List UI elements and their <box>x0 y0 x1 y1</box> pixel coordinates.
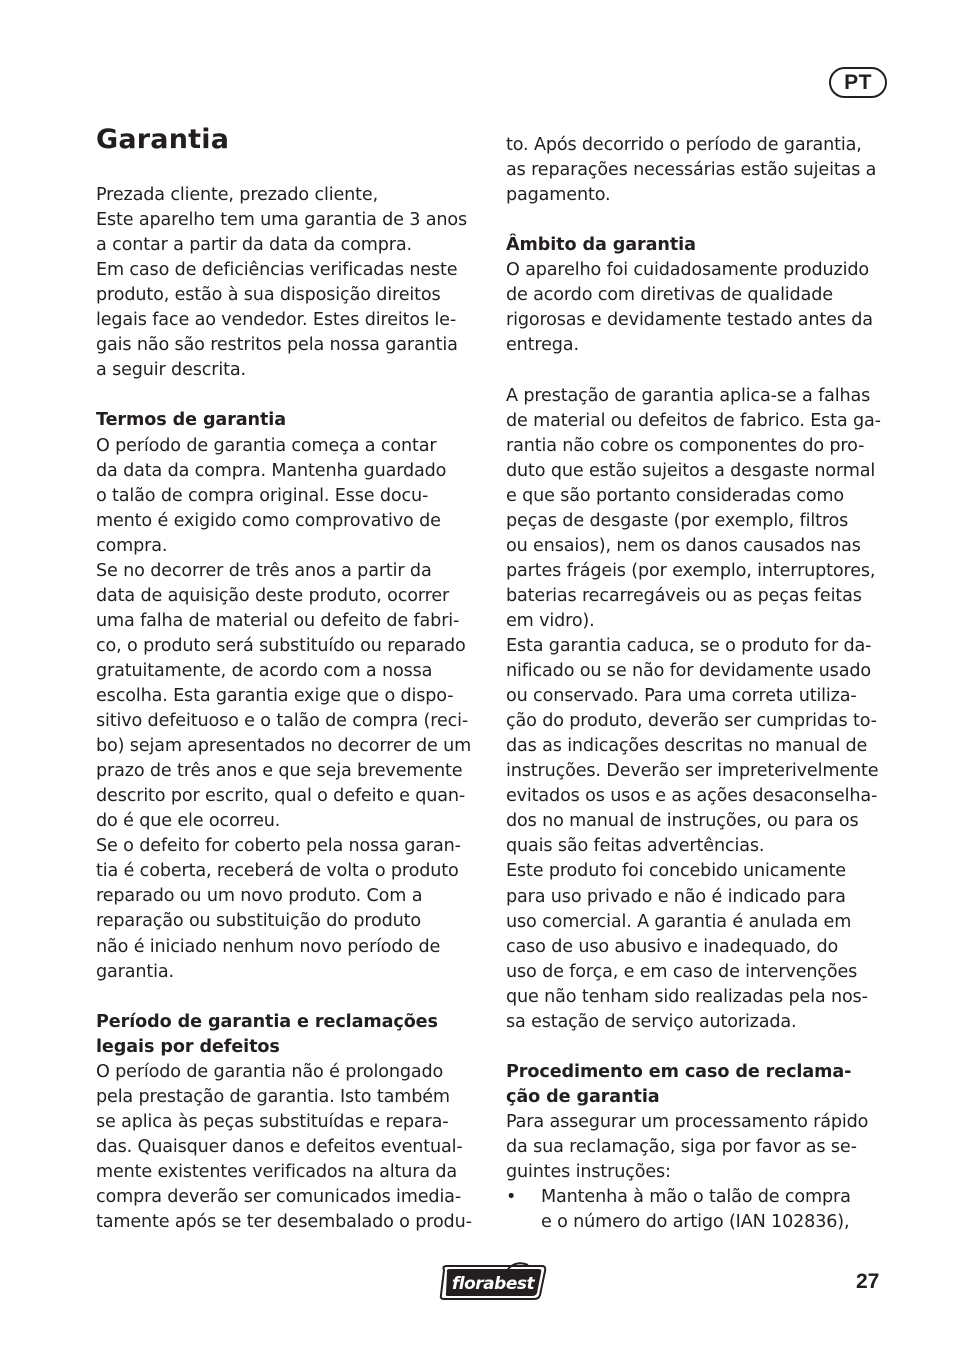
text-line: Se o defeito for coberto pela nossa garan- <box>96 836 461 857</box>
bullet-dot: • <box>506 1187 517 1208</box>
text-line: compra. <box>96 535 168 556</box>
text-line: duto que estão sujeitos a desgaste normal <box>506 460 876 481</box>
text-line: em vidro). <box>506 610 595 631</box>
text-line: A prestação de garantia aplica-se a falhas <box>506 385 871 406</box>
bullet-item <box>506 1185 851 1210</box>
florabest-logo <box>438 1262 548 1302</box>
text-line: quais são feitas advertências. <box>506 836 765 857</box>
text-line: para uso privado e não é indicado para <box>506 886 846 907</box>
text-line: o talão de compra original. Esse docu- <box>96 485 429 506</box>
text-line: nificado ou se não for devidamente usado <box>506 661 871 682</box>
text-line: escolha. Esta garantia exige que o dispo- <box>96 686 454 706</box>
page-number: 27 <box>856 1270 880 1293</box>
text-line: partes frágeis (por exemplo, interruptores, <box>506 560 876 581</box>
text-line: das. Quaisquer danos e defeitos eventual- <box>96 1136 463 1157</box>
section-heading-line: Procedimento em caso de reclama- <box>506 1061 852 1082</box>
text-line: reparado ou um novo produto. Com a <box>96 886 423 907</box>
logo-text: florabest <box>451 1274 535 1294</box>
text-line: a contar a partir da data da compra. <box>96 235 412 256</box>
text-line: ou conservado. Para uma correta utiliza- <box>506 686 857 707</box>
text-line: de material ou defeitos de fabrico. Esta ga- <box>506 410 881 431</box>
text-line: rigorosas e devidamente testado antes da <box>506 310 873 331</box>
text-line: pela prestação de garantia. Isto também <box>96 1086 450 1107</box>
text-line: compra deverão ser comunicados imedia- <box>96 1187 462 1207</box>
text-line: evitados os usos e as ações desaconselha- <box>506 786 878 807</box>
text-line: garantia. <box>96 961 174 982</box>
text-line: Este produto foi concebido unicamente <box>506 861 846 882</box>
text-line: Esta garantia caduca, se o produto for da- <box>506 636 872 656</box>
section-heading-line: Âmbito da garantia <box>506 235 696 256</box>
text-line: co, o produto será substituído ou reparado <box>96 635 466 656</box>
language-badge: PT <box>829 67 887 98</box>
bullet-text: Mantenha à mão o talão de compra <box>541 1187 851 1208</box>
text-line: O período de garantia não é prolongado <box>96 1061 444 1082</box>
text-line: tia é coberta, receberá de volta o produto <box>96 861 459 882</box>
text-line: entrega. <box>506 335 579 356</box>
text-line: pagamento. <box>506 185 611 206</box>
text-line: legais face ao vendedor. Estes direitos le- <box>96 310 457 331</box>
text-line: do é que ele ocorreu. <box>96 811 281 832</box>
section-heading-line: ção de garantia <box>506 1086 660 1107</box>
text-line: Em caso de deficiências verificadas neste <box>96 260 458 281</box>
section-heading-line: Termos de garantia <box>96 410 286 431</box>
text-line: produto, estão à sua disposição direitos <box>96 285 441 306</box>
text-line: rantia não cobre os componentes do pro- <box>506 435 865 456</box>
text-line: e que são portanto consideradas como <box>506 485 845 506</box>
text-line: peças de desgaste (por exemplo, filtros <box>506 510 849 531</box>
text-line: gais não são restritos pela nossa garantia <box>96 335 458 356</box>
text-line: baterias recarregáveis ou as peças feitas <box>506 585 862 606</box>
text-line: ou ensaios), nem os danos causados nas <box>506 535 861 556</box>
text-line: e o número do artigo (IAN 102836), <box>541 1212 850 1233</box>
text-line: mento é exigido como comprovativo de <box>96 510 441 531</box>
text-line: uso comercial. A garantia é anulada em <box>506 911 852 932</box>
text-line: descrito por escrito, qual o defeito e quan- <box>96 786 466 807</box>
text-line: O aparelho foi cuidadosamente produzido <box>506 260 869 281</box>
section-heading-line: Período de garantia e reclamações <box>96 1011 438 1032</box>
text-line: de acordo com diretivas de qualidade <box>506 285 833 306</box>
text-line: guintes instruções: <box>506 1162 671 1183</box>
text-line: instruções. Deverão ser impreterivelmente <box>506 761 879 782</box>
text-line: se aplica às peças substituídas e repara- <box>96 1111 449 1132</box>
text-line: to. Após decorrido o período de garantia, <box>506 135 862 155</box>
text-line: Prezada cliente, prezado cliente, <box>96 185 379 205</box>
text-line: a seguir descrita. <box>96 360 246 381</box>
text-line: da sua reclamação, siga por favor as se- <box>506 1137 857 1157</box>
text-line: sa estação de serviço autorizada. <box>506 1011 797 1032</box>
text-line: gratuitamente, de acordo com a nossa <box>96 660 433 681</box>
text-line: das as indicações descritas no manual de <box>506 736 868 757</box>
text-line: que não tenham sido realizadas pela nos- <box>506 986 868 1007</box>
text-line: mente existentes verificados na altura da <box>96 1161 457 1182</box>
text-line: O período de garantia começa a contar <box>96 435 437 456</box>
text-line: ção do produto, deverão ser cumpridas to- <box>506 711 877 732</box>
section-heading-line: legais por defeitos <box>96 1036 280 1057</box>
text-line: caso de uso abusivo e inadequado, do <box>506 936 839 957</box>
text-line: as reparações necessárias estão sujeitas a <box>506 160 877 181</box>
text-line: não é iniciado nenhum novo período de <box>96 936 441 957</box>
text-line: uma falha de material ou defeito de fabri- <box>96 610 460 631</box>
text-line: tamente após se ter desembalado o produ- <box>96 1212 472 1233</box>
text-line: reparação ou substituição do produto <box>96 911 422 932</box>
text-line: Se no decorrer de três anos a partir da <box>96 560 432 581</box>
text-line: bo) sejam apresentados no decorrer de um <box>96 736 472 757</box>
text-line: uso de força, e em caso de intervenções <box>506 961 858 982</box>
text-line: dos no manual de instruções, ou para os <box>506 811 859 832</box>
text-line: Para assegurar um processamento rápido <box>506 1111 869 1132</box>
text-line: data de aquisição deste produto, ocorrer <box>96 585 450 606</box>
page-title: Garantia <box>96 124 230 155</box>
text-line: Este aparelho tem uma garantia de 3 anos <box>96 210 468 231</box>
text-line: prazo de três anos e que seja brevemente <box>96 761 463 782</box>
text-line: da data da compra. Mantenha guardado <box>96 460 447 481</box>
text-line: sitivo defeituoso e o talão de compra (reci- <box>96 711 469 732</box>
